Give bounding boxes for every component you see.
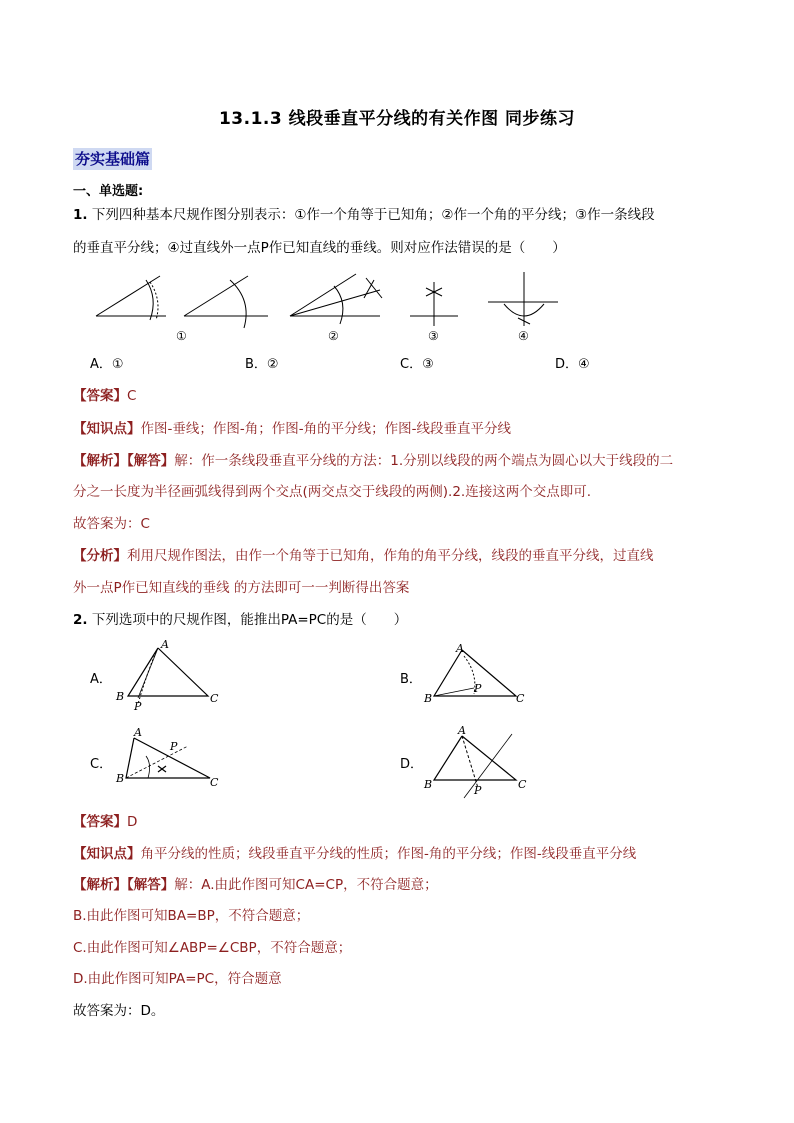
q2-figure-c [112,722,227,800]
q1-option-a: A．① [90,357,124,372]
q1-fenxi-line1 [73,546,654,566]
page-title: 13.1.3 线段垂直平分线的有关作图 同步练习 [218,109,576,129]
q1-option-b: B．② [245,357,279,372]
q1-stem-text1: 下列四种基本尺规作图分别表示：①作一个角等于已知角；②作一个角的平分线；③作一条线段 [91,207,655,223]
q1-stem-line2: 的垂直平分线；④过直线外一点P作已知直线的垂线。则对应作法错误的是（ ） [73,240,566,256]
q2c-label-c: C [210,776,219,789]
q1-stem-line1 [73,205,655,225]
q2c-label-p: P [170,740,178,753]
q1-figure-angle-a [96,276,166,320]
q1-fig-label-1: ① [176,329,187,343]
q1-figure-perpendicular [488,272,558,326]
q2-analysis-d: D.由此作图可知PA=PC，符合题意 [73,971,282,987]
q1-fenxi-text1: 利用尺规作图法，由作一个角等于已知角，作角的角平分线，线段的垂直平分线，过直线 [127,548,654,564]
q2-figure-a [112,638,222,716]
q2-analysis-b: B.由此作图可知BA=BP，不符合题意； [73,908,310,924]
q2a-label-p: P [134,700,142,713]
q1-figures [80,268,560,346]
q2b-label-c: C [516,692,525,705]
q1-figure-copy-angle [184,276,268,328]
q2-option-b: B． [400,672,422,687]
q1-fig-label-3: ③ [428,329,439,343]
q2-analysis-a: 解：A.由此作图可知CA=CP，不符合题意； [174,877,438,893]
q1-figure-bisector [290,274,382,324]
q1-fig-label-4: ④ [518,329,529,343]
q1-knowledge-line [73,419,511,439]
q2a-label-b: B [116,690,125,703]
q2-stem [73,610,407,630]
part-heading: 一、单选题: [73,184,144,199]
q2-analysis-c: C.由此作图可知∠ABP=∠CBP，不符合题意； [73,940,352,956]
q2-stem-text: 下列选项中的尺规作图，能推出PA=PC的是（ ） [91,612,408,628]
q2-figure-d [420,722,538,800]
q1-fenxi-line2: 外一点P作已知直线的垂线 的方法即可一一判断得出答案 [73,580,410,596]
section-heading: 夯实基础篇 [75,150,151,168]
q2-conclusion: 故答案为：D。 [73,1003,165,1019]
q2-kp-tag: 【知识点】 [73,846,141,862]
q2-answer-tag: 【答案】 [73,814,127,830]
q1-analysis-line2: 分之一长度为半径画弧线得到两个交点(两交点交于线段的两侧).2.连接这两个交点即可. [73,484,591,500]
q2a-label-a: A [161,638,169,651]
q2d-label-b: B [424,778,433,791]
q1-analysis-tag: 【解析】【解答】 [73,453,175,469]
q2-analysis-tag: 【解析】【解答】 [73,877,175,893]
q2-answer: D [127,814,138,830]
q1-analysis-text1: 解：作一条线段垂直平分线的方法：1.分别以线段的两个端点为圆心以大于线段的二 [174,453,674,469]
q2c-label-b: B [116,772,125,785]
q2d-label-p: P [474,784,482,797]
q1-fig-label-2: ② [328,329,339,343]
q2-option-c: C． [90,757,113,772]
q2-answer-line [73,812,137,832]
q1-conclusion: 故答案为：C [73,516,150,532]
q2-knowledge-line [73,844,636,864]
q2-option-a: A． [90,672,112,687]
q2c-label-a: A [134,726,142,739]
q1-kp: 作图-垂线；作图-角；作图-角的平分线；作图-线段垂直平分线 [140,421,511,437]
q1-option-d: D．④ [555,357,590,372]
q2b-label-a: A [456,642,464,655]
q2d-label-a: A [458,724,466,737]
q2b-label-b: B [424,692,433,705]
q1-answer-tag: 【答案】 [73,388,127,404]
q1-figure-perp-bisector [410,282,458,326]
q2d-label-c: C [518,778,527,791]
q1-kp-tag: 【知识点】 [73,421,141,437]
q1-answer: C [127,388,137,404]
q2b-label-p: P [474,682,482,695]
q1-fenxi-tag: 【分析】 [73,548,127,564]
q2a-label-c: C [210,692,219,705]
q1-answer-line [73,386,136,406]
q2-figure-b [420,638,535,716]
q2-analysis-line1 [73,875,438,895]
q1-number: 1. [73,207,88,223]
q2-number: 2. [73,612,88,628]
q2-kp: 角平分线的性质；线段垂直平分线的性质；作图-角的平分线；作图-线段垂直平分线 [140,846,637,862]
q1-option-c: C．③ [400,357,434,372]
q1-analysis-line1 [73,451,673,471]
q2-option-d: D． [400,757,424,772]
